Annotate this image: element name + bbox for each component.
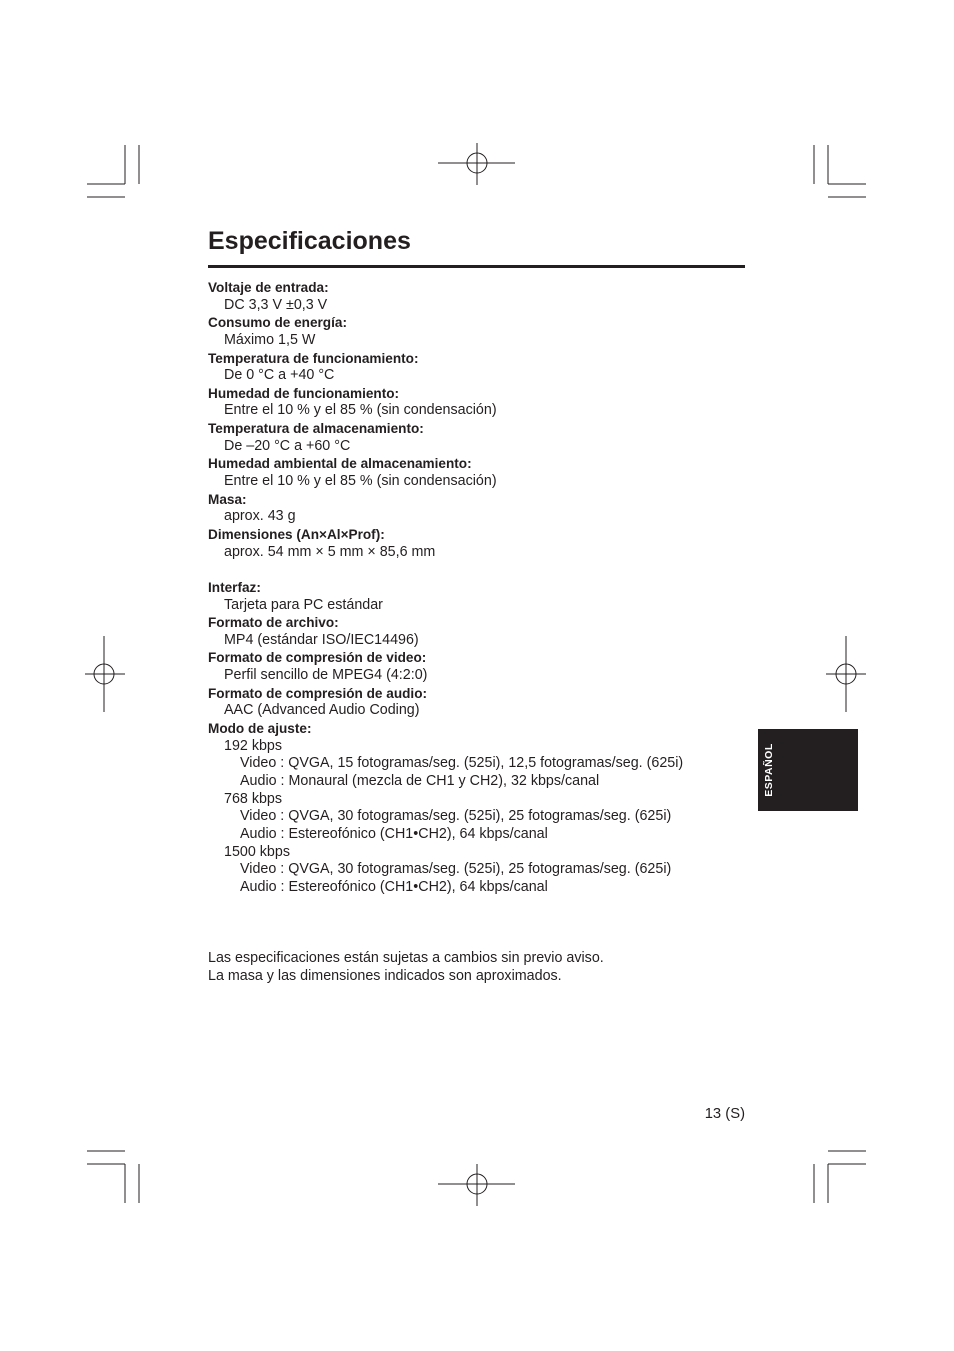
spec-value: DC 3,3 V ±0,3 V [224, 296, 328, 313]
specifications-list [208, 279, 748, 896]
spec-value: aprox. 43 g [224, 508, 296, 525]
spec-value: Audio : Monaural (mezcla de CH1 y CH2), 32 kbps/canal [240, 772, 600, 789]
spec-value: MP4 (estándar ISO/IEC14496) [224, 631, 419, 648]
spec-value: De –20 °C a +60 °C [224, 437, 351, 454]
spec-label: Interfaz: [208, 579, 261, 595]
spec-label: Formato de compresión de audio: [208, 685, 428, 701]
note-line: La masa y las dimensiones indicados son aproximados. [208, 967, 562, 984]
language-tab-label-box [758, 729, 780, 811]
spec-value: Video : QVGA, 15 fotogramas/seg. (525i), 12,5 fotogramas/seg. (625i) [240, 755, 684, 772]
spec-label: Humedad ambiental de almacenamiento: [208, 456, 472, 472]
spec-label: Masa: [208, 491, 247, 507]
registration-mark-right [826, 636, 866, 712]
registration-mark-left [85, 636, 125, 712]
spec-value: De 0 °C a +40 °C [224, 367, 335, 384]
spec-value: Entre el 10 % y el 85 % (sin condensación) [224, 402, 497, 419]
spec-value: AAC (Advanced Audio Coding) [224, 702, 420, 719]
spec-spacer [208, 561, 748, 579]
spec-value: aprox. 54 mm × 5 mm × 85,6 mm [224, 543, 436, 560]
spec-value: Máximo 1,5 W [224, 331, 316, 348]
title-underline [208, 265, 745, 268]
page-title: Especificaciones [208, 227, 411, 255]
spec-value: Tarjeta para PC estándar [224, 596, 383, 613]
spec-label: Dimensiones (An×Al×Prof): [208, 526, 385, 542]
notes-section [208, 950, 748, 985]
spec-value: Audio : Estereofónico (CH1•CH2), 64 kbps/canal [240, 878, 548, 895]
spec-label: Humedad de funcionamiento: [208, 385, 400, 401]
spec-value: Audio : Estereofónico (CH1•CH2), 64 kbps/canal [240, 825, 548, 842]
spec-value: 192 kbps [224, 737, 283, 754]
spec-label: Temperatura de almacenamiento: [208, 421, 424, 437]
spec-label: Voltaje de entrada: [208, 280, 329, 295]
spec-value: 1500 kbps [224, 843, 290, 860]
spec-value: 768 kbps [224, 790, 283, 807]
spec-label: Modo de ajuste: [208, 721, 312, 737]
language-tab-label: ESPAÑOL [763, 743, 775, 797]
page-number: 13 (S) [704, 1106, 745, 1122]
spec-label: Consumo de energía: [208, 315, 347, 331]
registration-mark-bottom [438, 1164, 515, 1206]
note-line: Las especificaciones están sujetas a cambios sin previo aviso. [208, 950, 604, 966]
spec-value: Entre el 10 % y el 85 % (sin condensación) [224, 473, 497, 490]
spec-value: Video : QVGA, 30 fotogramas/seg. (525i), 25 fotogramas/seg. (625i) [240, 861, 672, 878]
spec-label: Formato de compresión de video: [208, 650, 427, 666]
spec-label: Temperatura de funcionamiento: [208, 350, 419, 366]
spec-value: Video : QVGA, 30 fotogramas/seg. (525i), 25 fotogramas/seg. (625i) [240, 808, 672, 825]
registration-mark-top [438, 143, 515, 185]
spec-value: Perfil sencillo de MPEG4 (4:2:0) [224, 667, 428, 684]
spec-label: Formato de archivo: [208, 615, 339, 631]
